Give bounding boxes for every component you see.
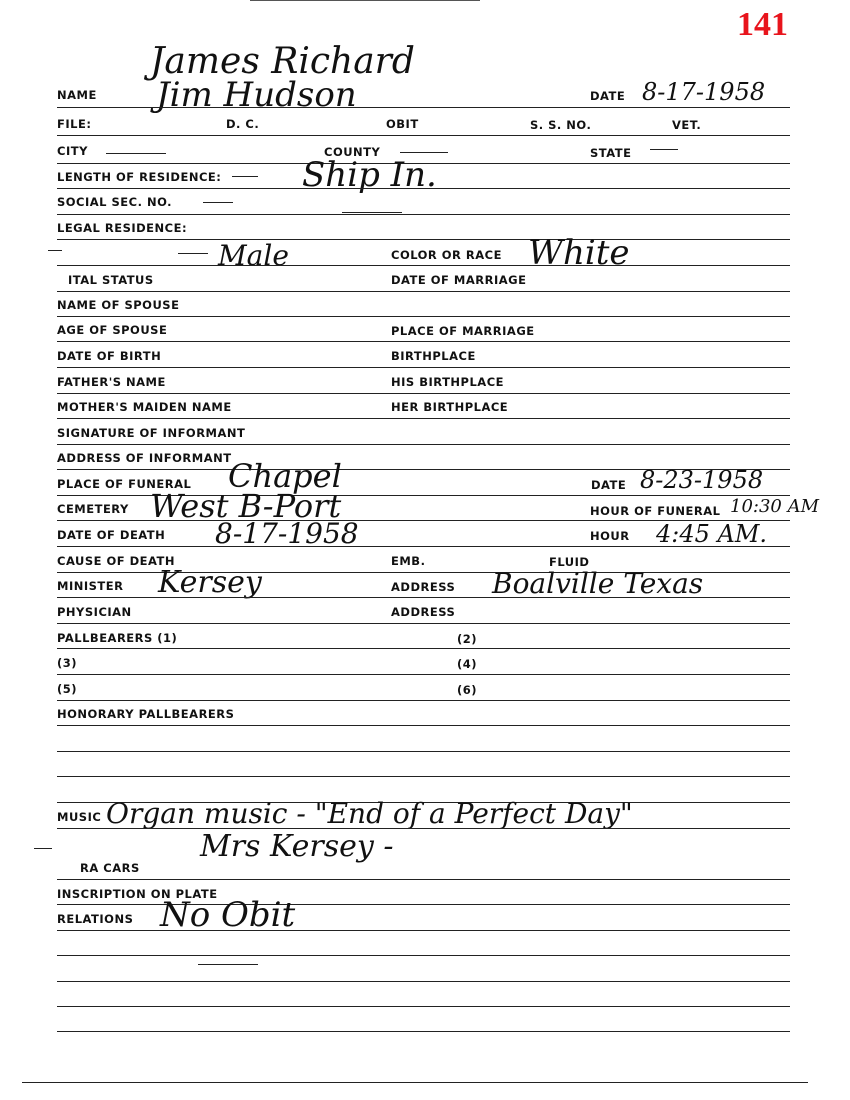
music-label: MUSIC — [57, 810, 102, 824]
pallbearers-1-label: PALLBEARERS (1) — [57, 631, 178, 645]
his-birthplace-label: HIS BIRTHPLACE — [391, 375, 504, 389]
cemetery-value: West B-Port — [150, 487, 342, 525]
music-value: Organ music - "End of a Perfect Day" — [106, 797, 633, 830]
social-sec-no-label: SOCIAL SEC. NO. — [57, 195, 172, 209]
date-of-marriage-label: DATE OF MARRIAGE — [391, 273, 527, 287]
rule-pallbearers-3 — [57, 674, 790, 675]
place-of-funeral-label: PLACE OF FUNERAL — [57, 477, 192, 491]
her-birthplace-label: HER BIRTHPLACE — [391, 400, 509, 414]
minister-address-label: ADDRESS — [391, 580, 456, 594]
music-mark — [34, 848, 52, 849]
cemetery-label: CEMETERY — [57, 502, 129, 516]
file-label: FILE: — [57, 117, 92, 131]
place-of-funeral-value: Chapel — [228, 457, 342, 495]
hour-of-funeral-label: HOUR OF FUNERAL — [590, 504, 721, 518]
rule-mother — [57, 418, 790, 419]
pallbearers-3-label: (3) — [57, 656, 78, 670]
county-dash — [400, 152, 448, 153]
date-value: 8-17-1958 — [642, 78, 766, 106]
rule-name — [57, 107, 790, 108]
rule-cars — [57, 879, 790, 880]
rule-social — [57, 214, 790, 215]
rule-age-spouse — [57, 341, 790, 342]
birthplace-label: BIRTHPLACE — [391, 349, 476, 363]
rule-blank-4 — [57, 1031, 790, 1032]
rule-marital — [57, 291, 790, 292]
pallbearers-4-label: (4) — [457, 657, 478, 671]
city-label: CITY — [57, 144, 88, 158]
minister-address-value: Boalville Texas — [492, 567, 704, 600]
length-of-residence-value: Ship In. — [302, 155, 437, 195]
rule-physician — [57, 623, 790, 624]
honorary-pallbearers-label: HONORARY PALLBEARERS — [57, 707, 235, 721]
marital-status-label: ITAL STATUS — [68, 273, 154, 287]
mothers-maiden-name-label: MOTHER'S MAIDEN NAME — [57, 400, 232, 414]
place-of-marriage-label: PLACE OF MARRIAGE — [391, 324, 535, 338]
extra-cars-label: RA CARS — [80, 861, 140, 875]
funeral-date-label: DATE — [591, 478, 627, 492]
rule-file — [57, 135, 790, 136]
name-of-spouse-label: NAME OF SPOUSE — [57, 298, 180, 312]
color-or-race-label: COLOR OR RACE — [391, 248, 502, 262]
physician-label: PHYSICIAN — [57, 605, 132, 619]
minister-label: MINISTER — [57, 579, 124, 593]
relations-value: No Obit — [160, 895, 296, 935]
dc-label: D. C. — [226, 117, 260, 131]
social-sec-squiggle — [342, 212, 402, 213]
rule-minister — [57, 597, 790, 598]
rule-birth — [57, 367, 790, 368]
hour-label: HOUR — [590, 529, 630, 543]
page-bottom-rule — [22, 1082, 808, 1083]
color-or-race-value: White — [528, 233, 630, 273]
state-label: STATE — [590, 146, 632, 160]
rule-blank-3 — [57, 1006, 790, 1007]
hour-of-death-value: 4:45 AM. — [656, 520, 768, 548]
county-label: COUNTY — [324, 145, 381, 159]
relations-squiggle — [198, 964, 258, 965]
rule-father — [57, 393, 790, 394]
name-line1-value: James Richard — [150, 41, 415, 82]
name-line2-value: Jim Hudson — [156, 75, 357, 115]
emb-label: EMB. — [391, 554, 426, 568]
rule-legal — [57, 239, 790, 240]
rule-pallbearers-1 — [57, 648, 790, 649]
inscription-on-plate-label: INSCRIPTION ON PLATE — [57, 887, 218, 901]
page-number: 141 — [737, 6, 788, 43]
hour-of-funeral-value: 10:30 AM — [730, 496, 820, 517]
rule-spouse — [57, 316, 790, 317]
music-line2-value: Mrs Kersey - — [200, 829, 394, 864]
age-of-spouse-label: AGE OF SPOUSE — [57, 323, 168, 337]
fathers-name-label: FATHER'S NAME — [57, 375, 166, 389]
rule-relations — [57, 930, 790, 931]
physician-address-label: ADDRESS — [391, 605, 456, 619]
rule-music — [57, 828, 790, 829]
sex-dash — [178, 253, 208, 254]
relations-label: RELATIONS — [57, 912, 134, 926]
vet-label: VET. — [672, 118, 702, 132]
signature-of-informant-label: SIGNATURE OF INFORMANT — [57, 426, 246, 440]
date-of-death-value: 8-17-1958 — [215, 517, 359, 550]
city-dash — [106, 153, 166, 154]
date-of-birth-label: DATE OF BIRTH — [57, 349, 162, 363]
rule-blank-2 — [57, 981, 790, 982]
date-of-death-label: DATE OF DEATH — [57, 528, 166, 542]
rule-honorary-2 — [57, 751, 790, 752]
pallbearers-5-label: (5) — [57, 682, 78, 696]
length-of-residence-label: LENGTH OF RESIDENCE: — [57, 170, 222, 184]
cause-of-death-label: CAUSE OF DEATH — [57, 554, 175, 568]
pallbearers-6-label: (6) — [457, 683, 478, 697]
rule-pallbearers-5 — [57, 700, 790, 701]
state-dash — [650, 149, 678, 150]
name-label: NAME — [57, 88, 97, 102]
date-label: DATE — [590, 89, 626, 103]
funeral-date-value: 8-23-1958 — [640, 466, 764, 494]
rule-sex — [57, 265, 790, 266]
rule-death — [57, 546, 790, 547]
address-of-informant-label: ADDRESS OF INFORMANT — [57, 451, 232, 465]
sex-mark — [48, 250, 62, 251]
rule-length — [57, 188, 790, 189]
sex-value: Male — [218, 239, 289, 272]
length-dash — [232, 176, 258, 177]
social-sec-dash — [203, 202, 233, 203]
minister-value: Kersey — [158, 565, 262, 600]
fluid-label: FLUID — [549, 555, 590, 569]
rule-honorary-1 — [57, 725, 790, 726]
legal-residence-label: LEGAL RESIDENCE: — [57, 221, 188, 235]
scan-edge — [250, 0, 480, 1]
obit-label: OBIT — [386, 117, 419, 131]
pallbearers-2-label: (2) — [457, 632, 478, 646]
rule-signature — [57, 444, 790, 445]
rule-blank-1 — [57, 955, 790, 956]
ss-no-label: S. S. NO. — [530, 118, 592, 132]
rule-honorary-3 — [57, 776, 790, 777]
